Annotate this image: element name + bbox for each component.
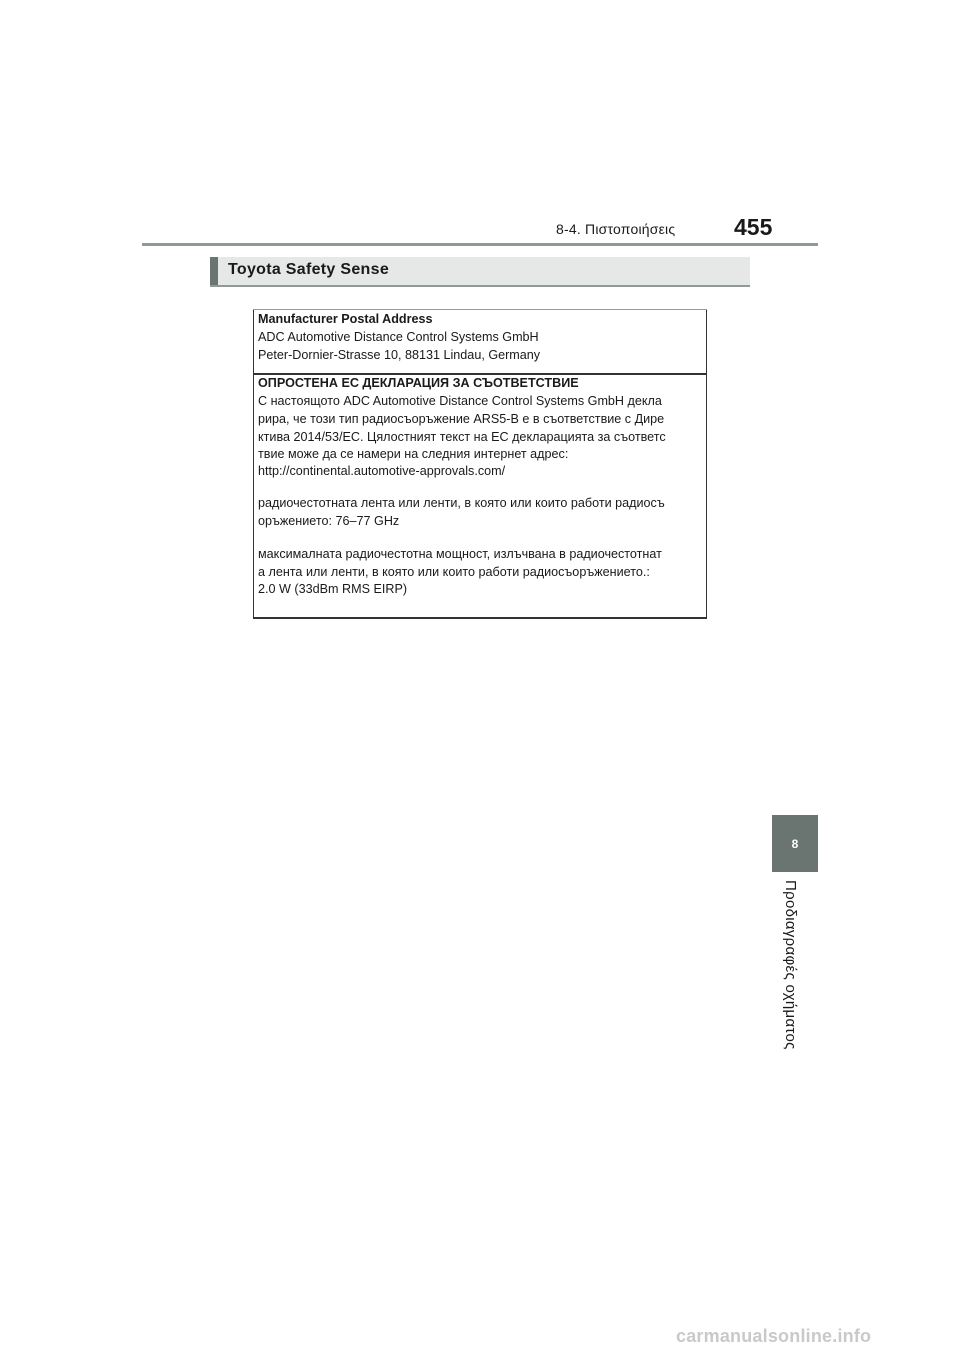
certificate-bottom-rule [253, 617, 707, 619]
declaration-text-line: твие може да се намери на следния интернет адрес: [258, 447, 569, 461]
manufacturer-name: ADC Automotive Distance Control Systems GmbH [258, 330, 539, 344]
declaration-url: http://continental.automotive-approvals.com/ [258, 464, 506, 478]
frequency-band-line: радиочестотната лента или ленти, в която или които работи радиосъ [258, 496, 665, 510]
header-rule [142, 243, 818, 246]
header-section-label: 8-4. Πιστοποιήσεις [556, 221, 676, 237]
watermark: carmanualsonline.info [676, 1326, 872, 1346]
declaration-text-line: С настоящото ADC Automotive Distance Control Systems GmbH декла [258, 394, 662, 408]
section-heading-bar [210, 257, 750, 287]
manufacturer-address: Peter-Dornier-Strasse 10, 88131 Lindau, Germany [258, 348, 541, 362]
chapter-tab: 8 [772, 815, 818, 872]
section-accent [210, 257, 218, 285]
max-power-line: максималната радиочестотна мощност, излъчвана в радиочестотнат [258, 547, 662, 561]
max-power-value: 2.0 W (33dBm RMS EIRP) [258, 582, 408, 596]
section-title: Toyota Safety Sense [228, 261, 390, 278]
chapter-title: Προδιαγραφές οχήματος [782, 880, 799, 1050]
max-power-line: а лента или ленти, в която или които работи радиосъоръжението.: [258, 565, 650, 579]
declaration-text-line: ктива 2014/53/ЕС. Цялостният текст на ЕС декларацията за съответс [258, 430, 666, 444]
frequency-band-value: оръжението: 76–77 GHz [258, 514, 400, 528]
certificate-top-rule [253, 309, 707, 310]
page-number: 455 [734, 214, 773, 240]
declaration-heading: ОПРОСТЕНА ЕС ДЕКЛАРАЦИЯ ЗА СЪОТВЕТСТВИЕ [258, 376, 579, 390]
declaration-text-line: рира, че този тип радиосъоръжение ARS5-B е в съответствие с Дире [258, 412, 665, 426]
manufacturer-heading: Manufacturer Postal Address [258, 312, 433, 326]
